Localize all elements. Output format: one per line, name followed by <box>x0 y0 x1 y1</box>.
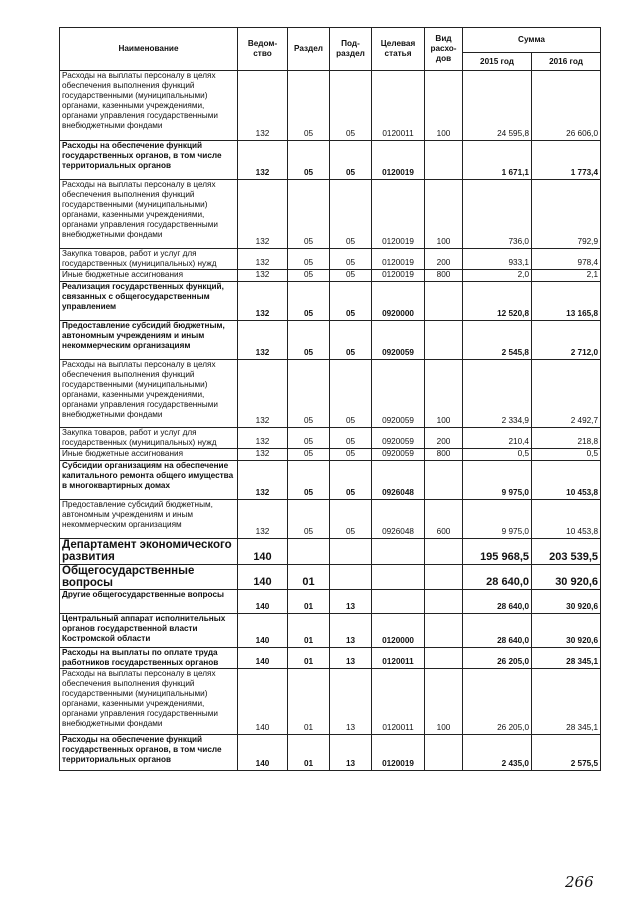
cell-subsection: 13 <box>330 648 372 669</box>
cell-y2015: 12 520,8 <box>463 282 532 321</box>
table-row <box>60 141 601 180</box>
cell-dept: 132 <box>238 141 288 180</box>
cell-subsection: 05 <box>330 249 372 270</box>
cell-y2016: 30 920,6 <box>532 614 601 648</box>
cell-dept: 140 <box>238 669 288 735</box>
cell-dept: 140 <box>238 735 288 771</box>
cell-dept: 132 <box>238 321 288 360</box>
cell-target <box>372 539 425 565</box>
cell-subsection <box>330 539 372 565</box>
cell-name: Расходы на выплаты персоналу в целях обеспечения выполнения функций государственными (муниципальными) органами, казенными учреждениями, органами управления государственными внебюджетными фондами <box>60 71 238 141</box>
cell-exp-type <box>425 141 463 180</box>
table-row <box>60 270 601 282</box>
table-row <box>60 735 601 771</box>
cell-y2015: 1 671,1 <box>463 141 532 180</box>
header-exp-type: Вид расхо-дов <box>425 28 463 71</box>
cell-y2016: 13 165,8 <box>532 282 601 321</box>
cell-subsection: 13 <box>330 735 372 771</box>
cell-exp-type: 100 <box>425 360 463 428</box>
cell-y2016: 2,1 <box>532 270 601 282</box>
cell-exp-type: 800 <box>425 270 463 282</box>
cell-exp-type <box>425 539 463 565</box>
cell-target: 0120011 <box>372 669 425 735</box>
cell-y2015: 28 640,0 <box>463 590 532 614</box>
cell-name: Закупка товаров, работ и услуг для государственных (муниципальных) нужд <box>60 249 238 270</box>
cell-exp-type: 200 <box>425 249 463 270</box>
header-subsection: Под-раздел <box>330 28 372 71</box>
cell-section: 05 <box>288 141 330 180</box>
budget-table <box>59 27 601 771</box>
cell-name: Субсидии организациям на обеспечение капитального ремонта общего имущества в многоквартирных домах <box>60 461 238 500</box>
cell-subsection: 13 <box>330 590 372 614</box>
cell-dept: 132 <box>238 71 288 141</box>
cell-subsection: 05 <box>330 71 372 141</box>
cell-y2016: 2 492,7 <box>532 360 601 428</box>
cell-exp-type <box>425 282 463 321</box>
page-number: 266 <box>565 873 594 891</box>
cell-y2015: 28 640,0 <box>463 565 532 590</box>
table-row <box>60 249 601 270</box>
cell-name: Расходы на выплаты персоналу в целях обеспечения выполнения функций государственными (муниципальными) органами, казенными учреждениями, органами управления государственными внебюджетными фондами <box>60 669 238 735</box>
cell-y2015: 2 545,8 <box>463 321 532 360</box>
cell-y2015: 9 975,0 <box>463 500 532 539</box>
cell-target: 0120019 <box>372 141 425 180</box>
cell-y2015: 9 975,0 <box>463 461 532 500</box>
cell-name: Расходы на выплаты персоналу в целях обеспечения выполнения функций государственными (муниципальными) органами, казенными учреждениями, органами управления государственными внебюджетными фондами <box>60 180 238 249</box>
cell-target: 0120011 <box>372 648 425 669</box>
cell-y2015: 195 968,5 <box>463 539 532 565</box>
header-section: Раздел <box>288 28 330 71</box>
cell-target: 0120019 <box>372 270 425 282</box>
table-row <box>60 360 601 428</box>
table-row <box>60 590 601 614</box>
cell-target: 0120019 <box>372 249 425 270</box>
table-row <box>60 321 601 360</box>
cell-exp-type <box>425 565 463 590</box>
cell-y2016: 2 712,0 <box>532 321 601 360</box>
table-row <box>60 461 601 500</box>
cell-section: 05 <box>288 500 330 539</box>
cell-section: 01 <box>288 735 330 771</box>
cell-y2015: 26 205,0 <box>463 669 532 735</box>
cell-target <box>372 590 425 614</box>
header-target: Целевая статья <box>372 28 425 71</box>
cell-y2016: 26 606,0 <box>532 71 601 141</box>
cell-dept: 140 <box>238 590 288 614</box>
cell-target: 0920059 <box>372 428 425 449</box>
table-row <box>60 648 601 669</box>
cell-dept: 132 <box>238 461 288 500</box>
table-row <box>60 180 601 249</box>
cell-y2015: 28 640,0 <box>463 614 532 648</box>
cell-name: Иные бюджетные ассигнования <box>60 270 238 282</box>
cell-section: 01 <box>288 669 330 735</box>
cell-section: 05 <box>288 360 330 428</box>
cell-dept: 140 <box>238 539 288 565</box>
cell-y2016: 978,4 <box>532 249 601 270</box>
cell-target: 0926048 <box>372 500 425 539</box>
cell-section: 05 <box>288 71 330 141</box>
cell-name: Иные бюджетные ассигнования <box>60 449 238 461</box>
cell-subsection: 13 <box>330 614 372 648</box>
cell-section: 01 <box>288 565 330 590</box>
cell-exp-type: 200 <box>425 428 463 449</box>
cell-exp-type <box>425 614 463 648</box>
cell-target: 0920059 <box>372 321 425 360</box>
cell-name: Закупка товаров, работ и услуг для государственных (муниципальных) нужд <box>60 428 238 449</box>
cell-y2016: 10 453,8 <box>532 461 601 500</box>
cell-name: Центральный аппарат исполнительных органов государственной власти Костромской области <box>60 614 238 648</box>
cell-y2016: 2 575,5 <box>532 735 601 771</box>
cell-section: 05 <box>288 282 330 321</box>
cell-y2016: 792,9 <box>532 180 601 249</box>
header-2015: 2015 год <box>463 53 532 71</box>
cell-y2015: 2 334,9 <box>463 360 532 428</box>
cell-exp-type: 100 <box>425 71 463 141</box>
cell-dept: 132 <box>238 180 288 249</box>
table-row <box>60 614 601 648</box>
table-row <box>60 282 601 321</box>
cell-exp-type <box>425 321 463 360</box>
cell-subsection: 05 <box>330 360 372 428</box>
header-dept: Ведом-ство <box>238 28 288 71</box>
table-row <box>60 565 601 590</box>
table-row <box>60 449 601 461</box>
cell-y2015: 736,0 <box>463 180 532 249</box>
cell-section <box>288 539 330 565</box>
cell-target: 0920059 <box>372 360 425 428</box>
cell-section: 05 <box>288 321 330 360</box>
cell-y2015: 933,1 <box>463 249 532 270</box>
cell-section: 05 <box>288 449 330 461</box>
cell-subsection: 05 <box>330 500 372 539</box>
cell-y2016: 28 345,1 <box>532 648 601 669</box>
cell-target: 0120019 <box>372 180 425 249</box>
cell-name: Реализация государственных функций, связанных с общегосударственным управлением <box>60 282 238 321</box>
cell-target: 0120000 <box>372 614 425 648</box>
cell-dept: 140 <box>238 648 288 669</box>
cell-y2015: 2 435,0 <box>463 735 532 771</box>
cell-y2016: 30 920,6 <box>532 565 601 590</box>
cell-exp-type: 100 <box>425 180 463 249</box>
table-row <box>60 669 601 735</box>
cell-dept: 132 <box>238 500 288 539</box>
cell-subsection: 05 <box>330 449 372 461</box>
cell-exp-type <box>425 590 463 614</box>
cell-name: Расходы на выплаты по оплате труда работников государственных органов <box>60 648 238 669</box>
cell-name: Расходы на обеспечение функций государственных органов, в том числе территориальных органов <box>60 141 238 180</box>
cell-subsection: 05 <box>330 282 372 321</box>
cell-y2016: 28 345,1 <box>532 669 601 735</box>
cell-name: Расходы на обеспечение функций государственных органов, в том числе территориальных органов <box>60 735 238 771</box>
cell-target: 0120019 <box>372 735 425 771</box>
cell-dept: 132 <box>238 270 288 282</box>
cell-y2016: 0,5 <box>532 449 601 461</box>
cell-y2016: 10 453,8 <box>532 500 601 539</box>
cell-section: 05 <box>288 428 330 449</box>
cell-section: 01 <box>288 614 330 648</box>
cell-y2015: 26 205,0 <box>463 648 532 669</box>
cell-section: 05 <box>288 270 330 282</box>
cell-subsection: 05 <box>330 141 372 180</box>
header-sum: Сумма <box>463 28 601 53</box>
cell-section: 05 <box>288 249 330 270</box>
cell-name: Предоставление субсидий бюджетным, автономным учреждениям и иным некоммерческим организациям <box>60 500 238 539</box>
cell-subsection <box>330 565 372 590</box>
cell-subsection: 13 <box>330 669 372 735</box>
table-row <box>60 539 601 565</box>
cell-y2016: 203 539,5 <box>532 539 601 565</box>
cell-y2016: 218,8 <box>532 428 601 449</box>
cell-subsection: 05 <box>330 321 372 360</box>
cell-subsection: 05 <box>330 270 372 282</box>
cell-section: 01 <box>288 590 330 614</box>
cell-target: 0120011 <box>372 71 425 141</box>
cell-name: Другие общегосударственные вопросы <box>60 590 238 614</box>
header-2016: 2016 год <box>532 53 601 71</box>
cell-y2015: 24 595,8 <box>463 71 532 141</box>
cell-subsection: 05 <box>330 180 372 249</box>
cell-y2015: 2,0 <box>463 270 532 282</box>
table-row <box>60 428 601 449</box>
cell-exp-type <box>425 735 463 771</box>
cell-exp-type <box>425 648 463 669</box>
cell-section: 05 <box>288 180 330 249</box>
cell-dept: 132 <box>238 360 288 428</box>
cell-subsection: 05 <box>330 428 372 449</box>
cell-target: 0926048 <box>372 461 425 500</box>
cell-exp-type: 800 <box>425 449 463 461</box>
cell-y2016: 1 773,4 <box>532 141 601 180</box>
cell-dept: 140 <box>238 565 288 590</box>
cell-section: 05 <box>288 461 330 500</box>
cell-exp-type <box>425 461 463 500</box>
table-row <box>60 71 601 141</box>
cell-dept: 132 <box>238 428 288 449</box>
cell-target <box>372 565 425 590</box>
cell-target: 0920059 <box>372 449 425 461</box>
cell-name: Департамент экономического развития <box>60 539 238 565</box>
header-name: Наименование <box>60 28 238 71</box>
cell-dept: 132 <box>238 249 288 270</box>
cell-exp-type: 100 <box>425 669 463 735</box>
cell-y2015: 210,4 <box>463 428 532 449</box>
cell-target: 0920000 <box>372 282 425 321</box>
cell-exp-type: 600 <box>425 500 463 539</box>
cell-subsection: 05 <box>330 461 372 500</box>
cell-dept: 132 <box>238 449 288 461</box>
cell-name: Общегосударственные вопросы <box>60 565 238 590</box>
cell-y2015: 0,5 <box>463 449 532 461</box>
table-row <box>60 500 601 539</box>
cell-name: Расходы на выплаты персоналу в целях обеспечения выполнения функций государственными (муниципальными) органами, казенными учреждениями, органами управления государственными внебюджетными фондами <box>60 360 238 428</box>
cell-y2016: 30 920,6 <box>532 590 601 614</box>
cell-section: 01 <box>288 648 330 669</box>
cell-dept: 140 <box>238 614 288 648</box>
cell-name: Предоставление субсидий бюджетным, автономным учреждениям и иным некоммерческим организациям <box>60 321 238 360</box>
cell-dept: 132 <box>238 282 288 321</box>
